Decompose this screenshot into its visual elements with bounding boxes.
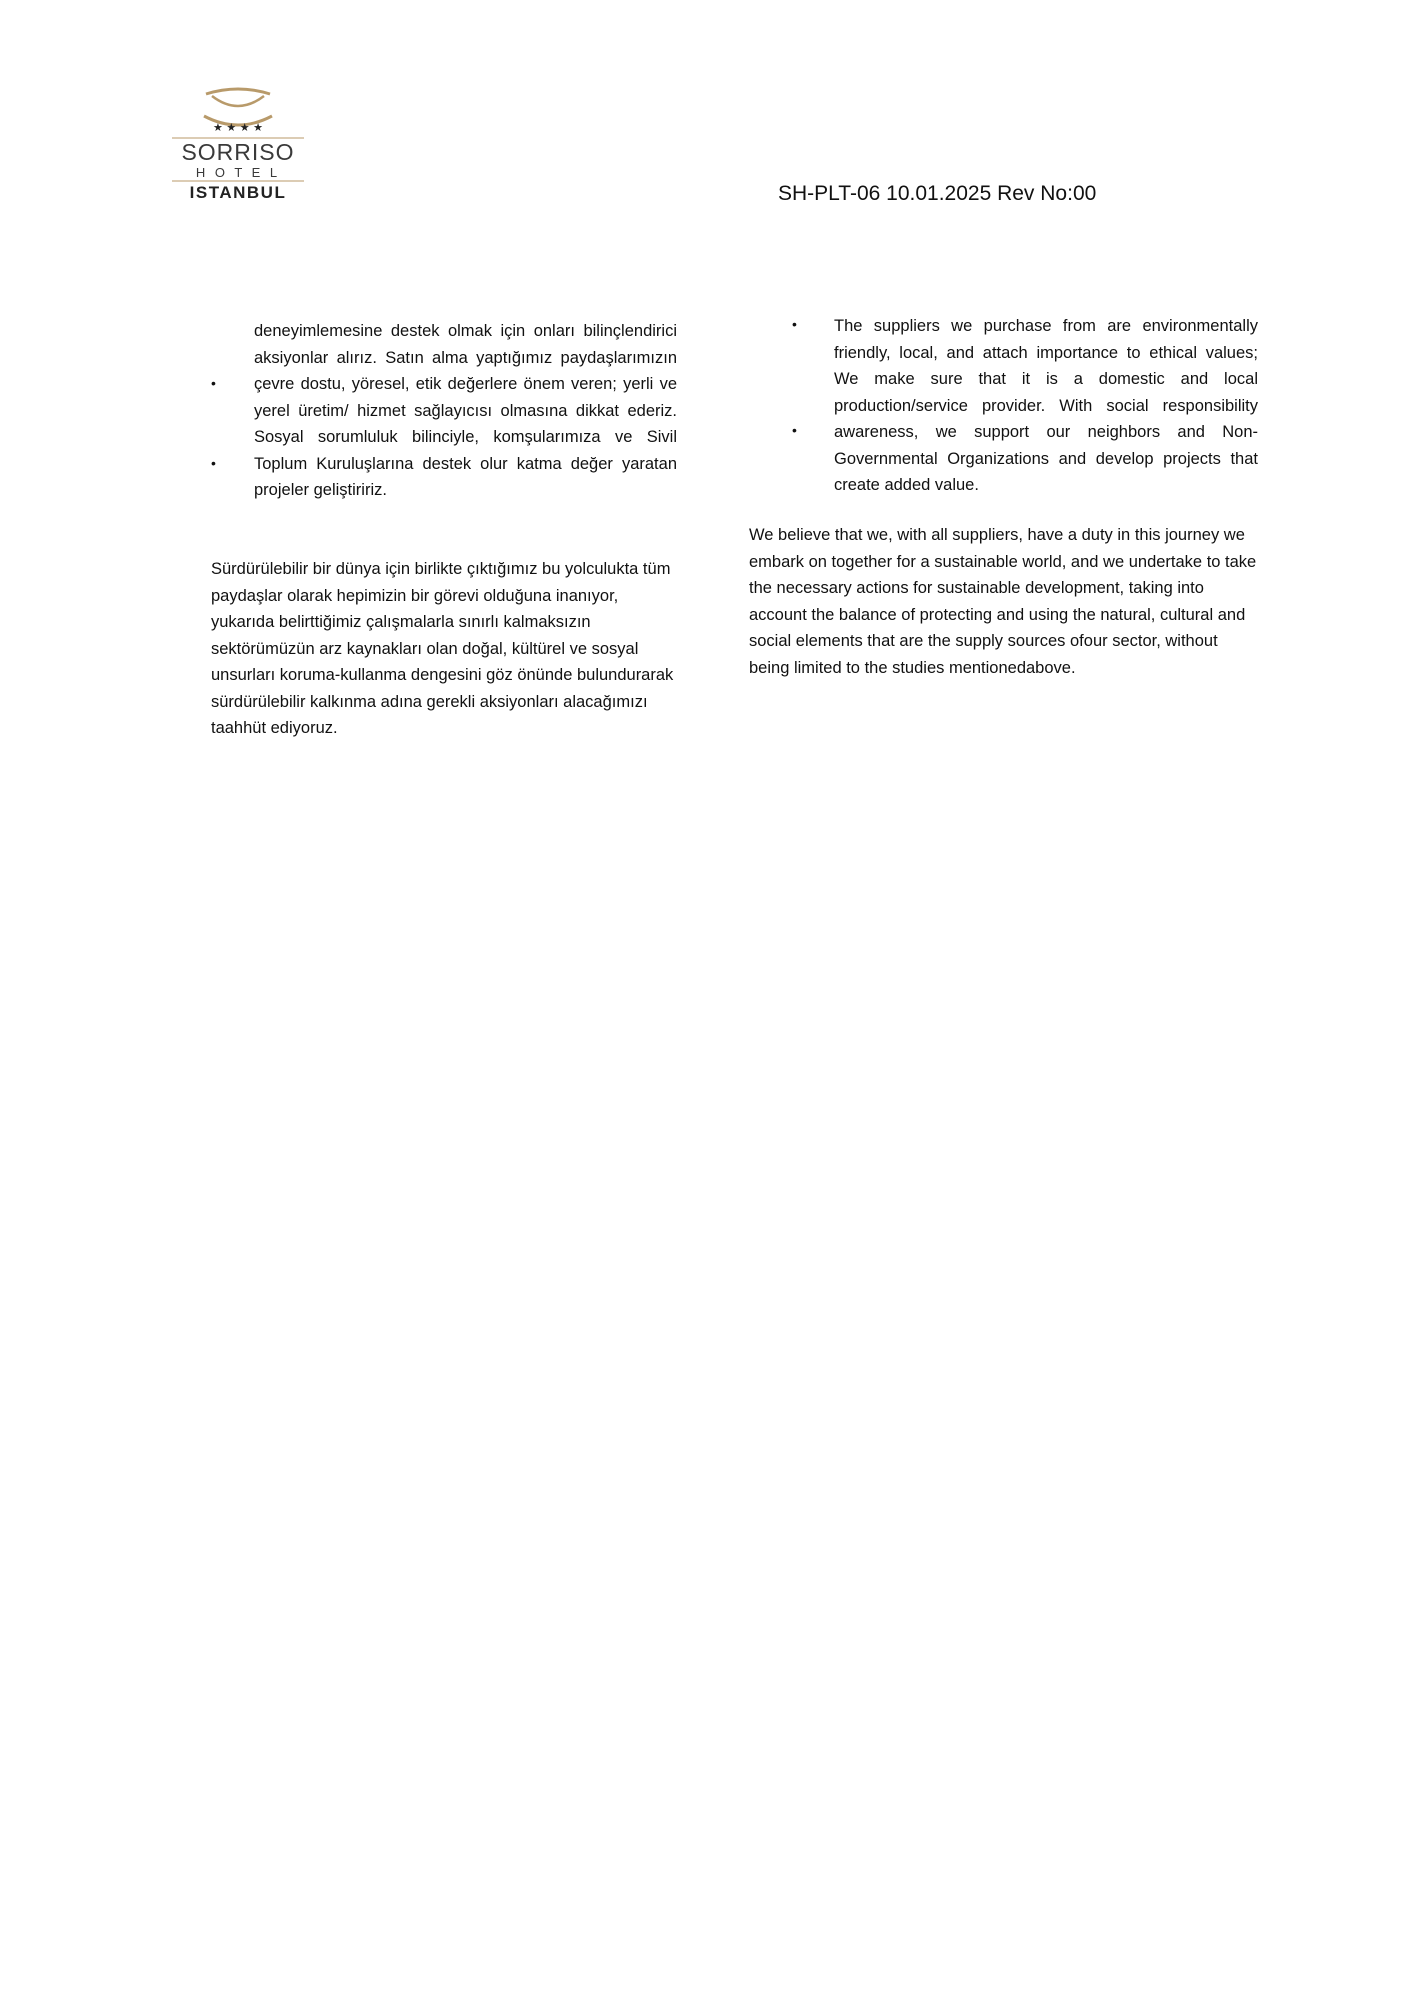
bullet-marker: •: [792, 316, 797, 332]
document-code: SH-PLT-06 10.01.2025 Rev No:00: [778, 182, 1097, 205]
logo-arc-top: [206, 89, 270, 94]
logo-line-sorriso: SORRISO: [181, 139, 295, 165]
left-bullet-text: deneyimlemesine destek olmak için onları bilinçlendirici aksiyonlar alırız. Satın alma yaptığımız paydaşlarımızın çevre dostu, yöresel, etik değerlere önem veren; yerli ve yerel üretim/ hizmet sağlayıcısı olmasına dikkat ederiz. Sosyal sorumluluk bilinciyle, komşularımıza ve Sivil Toplum Kuruluşlarına destek olur katma değer yaratan projeler geliştiririz.: [254, 322, 677, 499]
logo-line-istanbul: ISTANBUL: [189, 183, 287, 202]
left-paragraph: Sürdürülebilir bir dünya için birlikte çıktığımız bu yolculukta tüm paydaşlar olarak hepimizin bir görevi olduğuna inanıyor, yukarıda belirttiğimiz çalışmalarla sınırlı kalmaksızın sektörümüzün arz kaynakları olan doğal, kültürel ve sosyal unsurları koruma-kullanma dengesini göz önünde bulundurarak sürdürülebilir kalkınma adına gerekli aksiyonları alacağımızı taahhüt ediyoruz.: [211, 560, 674, 737]
sorriso-hotel-logo-icon: [168, 86, 308, 204]
bullet-marker: •: [792, 422, 797, 438]
hotel-logo: [168, 86, 308, 204]
bullet-marker: •: [211, 375, 216, 391]
bullet-marker: •: [211, 455, 216, 471]
right-bullet-text: The suppliers we purchase from are environmentally friendly, local, and attach importance to ethical values; We make sure that it is a domestic and local production/service provider. With social responsibility awareness, we support our neighbors and Non-Governmental Organizations and develop projects that create added value.: [834, 317, 1258, 494]
right-paragraph: We believe that we, with all suppliers, have a duty in this journey we embark on together for a sustainable world, and we undertake to take the necessary actions for sustainable development, taking into account the balance of protecting and using the natural, cultural and social elements that are the supply sources ofour sector, without being limited to the studies mentionedabove.: [749, 526, 1257, 677]
logo-line-hotel: H O T E L: [195, 165, 281, 180]
logo-arc-inner: [212, 96, 264, 106]
logo-stars: ★ ★ ★ ★: [213, 121, 263, 134]
